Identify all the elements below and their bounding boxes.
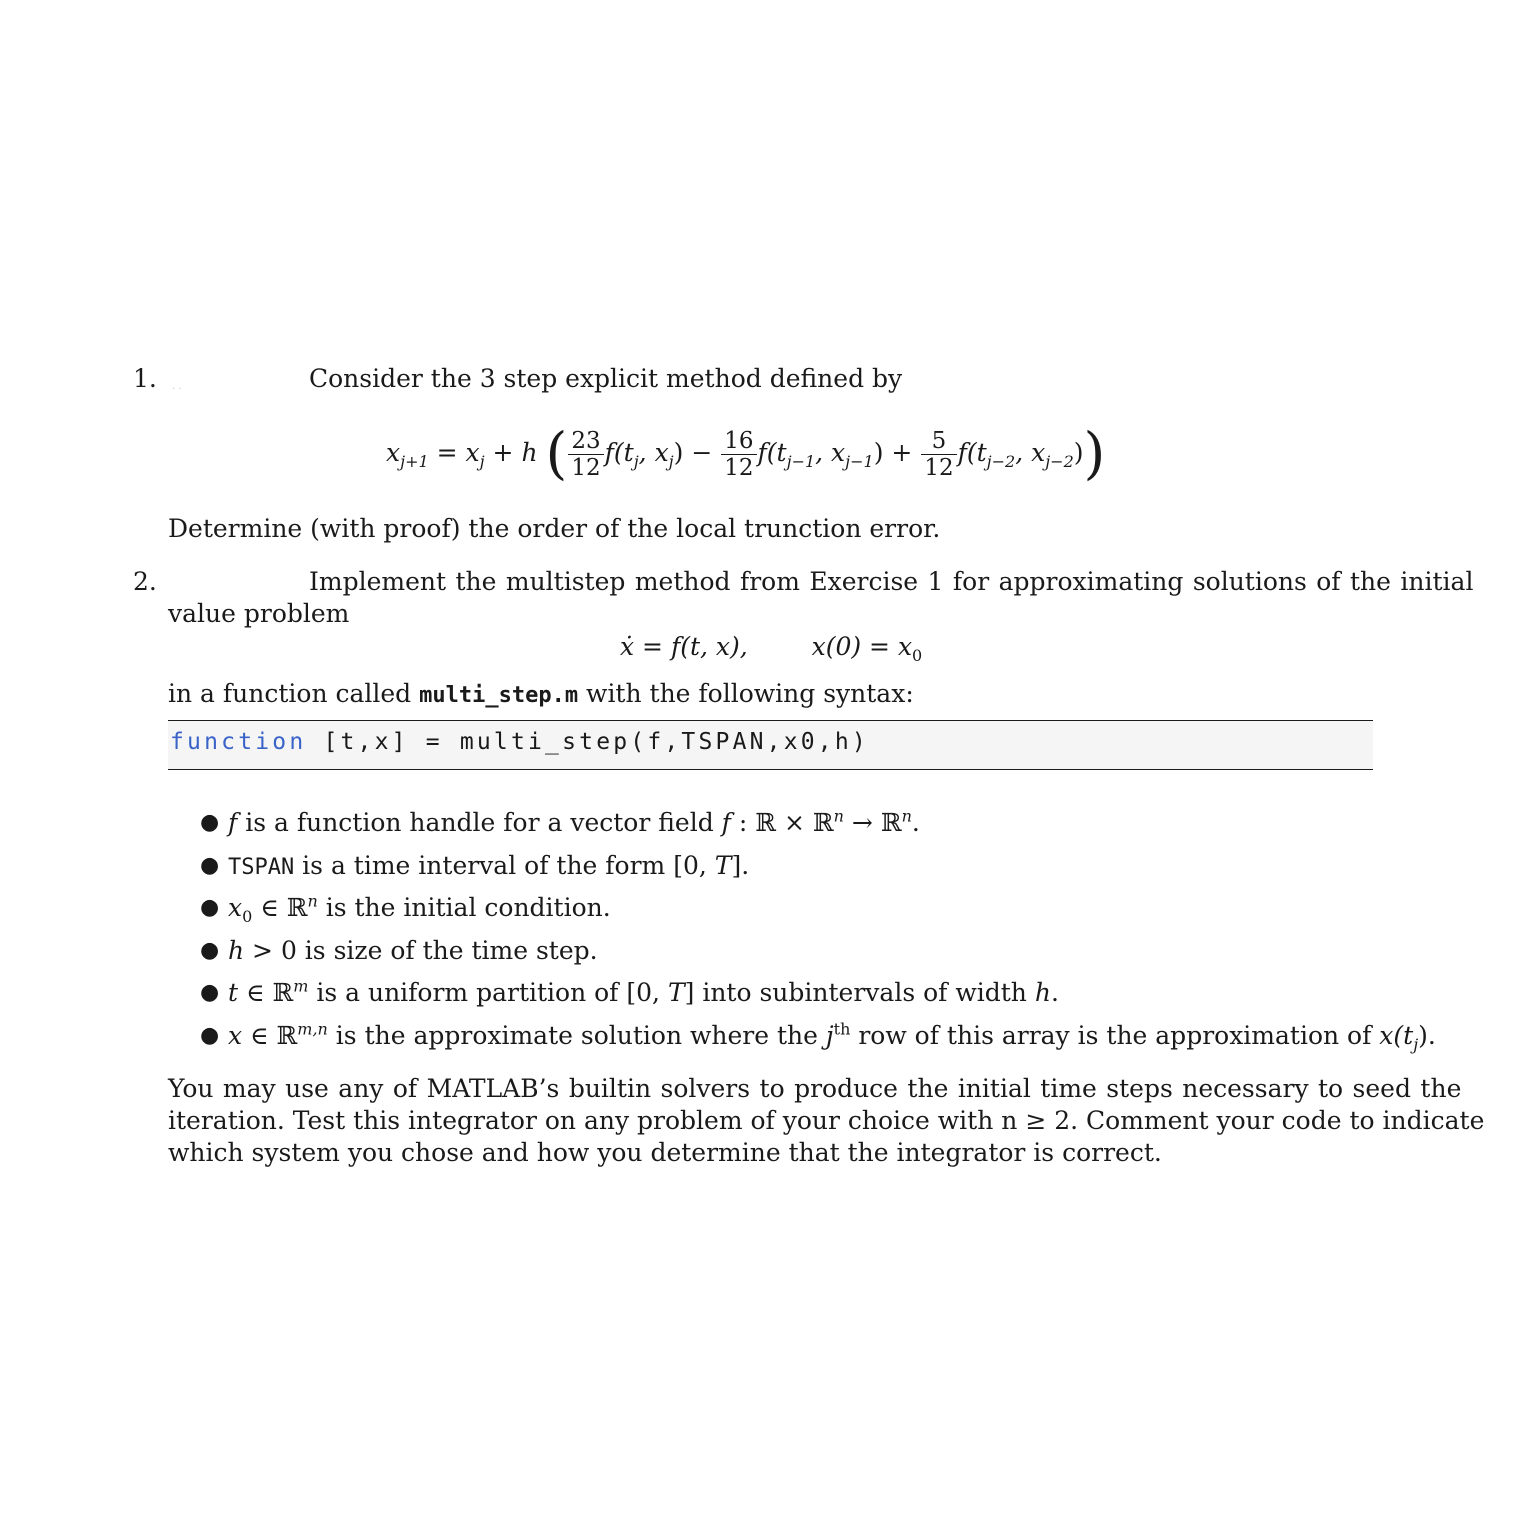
problem-1-equation: $x_{j+1} = x_j + h$ ( $\frac{23}{12}$ $f(t_j$, $x_j$) − $\frac{16}{12}$ $f(t_{j-1}$, $x_{j-1}$) + $\frac{5}{12}$ $f(t_{j-2}$, $x_{j-2}$)) bbox=[386, 421, 1106, 487]
bullet-item: t ∈ ℝ$^m$ is a uniform partition of [0, T] into subintervals of width h. bbox=[228, 976, 1059, 1007]
code-line bbox=[170, 729, 869, 755]
scan-smudge: · · bbox=[172, 384, 182, 395]
bullet-dot: ● bbox=[200, 938, 220, 963]
bullet-item: f is a function handle for a vector field f : ℝ × ℝ$^n$ → ℝ$^n$. bbox=[228, 806, 920, 837]
bullet-dot: ● bbox=[200, 810, 220, 835]
problem-2-intro-line2: value problem bbox=[168, 599, 350, 628]
ivp-equation: ẋ = f(t, x), $x(0) = x_0$ bbox=[620, 632, 923, 665]
function-sentence: in a function called multi_step.m with the following syntax: bbox=[168, 679, 914, 708]
closing-line-3: which system you chose and how you determine that the integrator is correct. bbox=[168, 1138, 1162, 1167]
closing-line-1: You may use any of MATLAB’s builtin solvers to produce the initial time steps necessary to seed the bbox=[168, 1074, 1462, 1103]
problem-1-task: Determine (with proof) the order of the local trunction error. bbox=[168, 514, 941, 543]
bullet-dot: ● bbox=[200, 980, 220, 1005]
filename: multi_step.m bbox=[419, 683, 579, 708]
eq-x: x bbox=[465, 438, 480, 467]
problem-1-intro: Consider the 3 step explicit method defined by bbox=[309, 364, 903, 393]
op-1: − bbox=[691, 438, 713, 467]
code-signature: [t,x] = multi_step(f,TSPAN,x0,h) bbox=[306, 729, 869, 755]
bullet-dot: ● bbox=[200, 853, 220, 878]
code-block bbox=[168, 720, 1373, 770]
eq-equals: = bbox=[436, 438, 458, 467]
eq-right-paren: ) bbox=[1083, 421, 1106, 487]
bullet-item: h > 0 is size of the time step. bbox=[228, 936, 598, 965]
term-2-call: f(t bbox=[757, 438, 787, 467]
bullet-dot: ● bbox=[200, 895, 220, 920]
ivp-ode: ẋ = f(t, x), bbox=[620, 632, 748, 661]
bullet-dot: ● bbox=[200, 1023, 220, 1048]
problem-2-intro-line1: Implement the multistep method from Exercise 1 for approximating solutions of the initial bbox=[309, 567, 1474, 596]
eq-left-paren: ( bbox=[545, 421, 568, 487]
problem-1-number: 1. bbox=[133, 364, 157, 393]
closing-line-2: iteration. Test this integrator on any problem of your choice with n ≥ 2. Comment your code to indicate bbox=[168, 1106, 1485, 1135]
bullet-item: TSPAN is a time interval of the form [0, T]. bbox=[228, 851, 750, 880]
bullet-item: x ∈ ℝ$^{m,n}$ is the approximate solution where the $j^{th}$ row of this array is the approximation of $x(t_j)$. bbox=[228, 1019, 1436, 1054]
term-1-call: f(t bbox=[604, 438, 634, 467]
term-3-call: f(t bbox=[957, 438, 987, 467]
eq-x-sub: j bbox=[479, 452, 485, 471]
frac-2: $\frac{16}{12}$ bbox=[721, 428, 756, 481]
eq-lhs-sub: j+1 bbox=[400, 452, 429, 471]
code-keyword: function bbox=[170, 729, 307, 755]
frac-1: $\frac{23}{12}$ bbox=[568, 428, 603, 481]
frac-3: $\frac{5}{12}$ bbox=[921, 428, 956, 481]
eq-lhs-var: x bbox=[386, 438, 401, 467]
op-2: + bbox=[891, 438, 913, 467]
bullet-item: $x_0$ ∈ ℝ$^n$ is the initial condition. bbox=[228, 891, 611, 926]
problem-2-number: 2. bbox=[133, 567, 157, 596]
eq-plus-h: + h bbox=[492, 438, 538, 467]
ivp-initial-condition: x(0) = x bbox=[811, 632, 913, 661]
